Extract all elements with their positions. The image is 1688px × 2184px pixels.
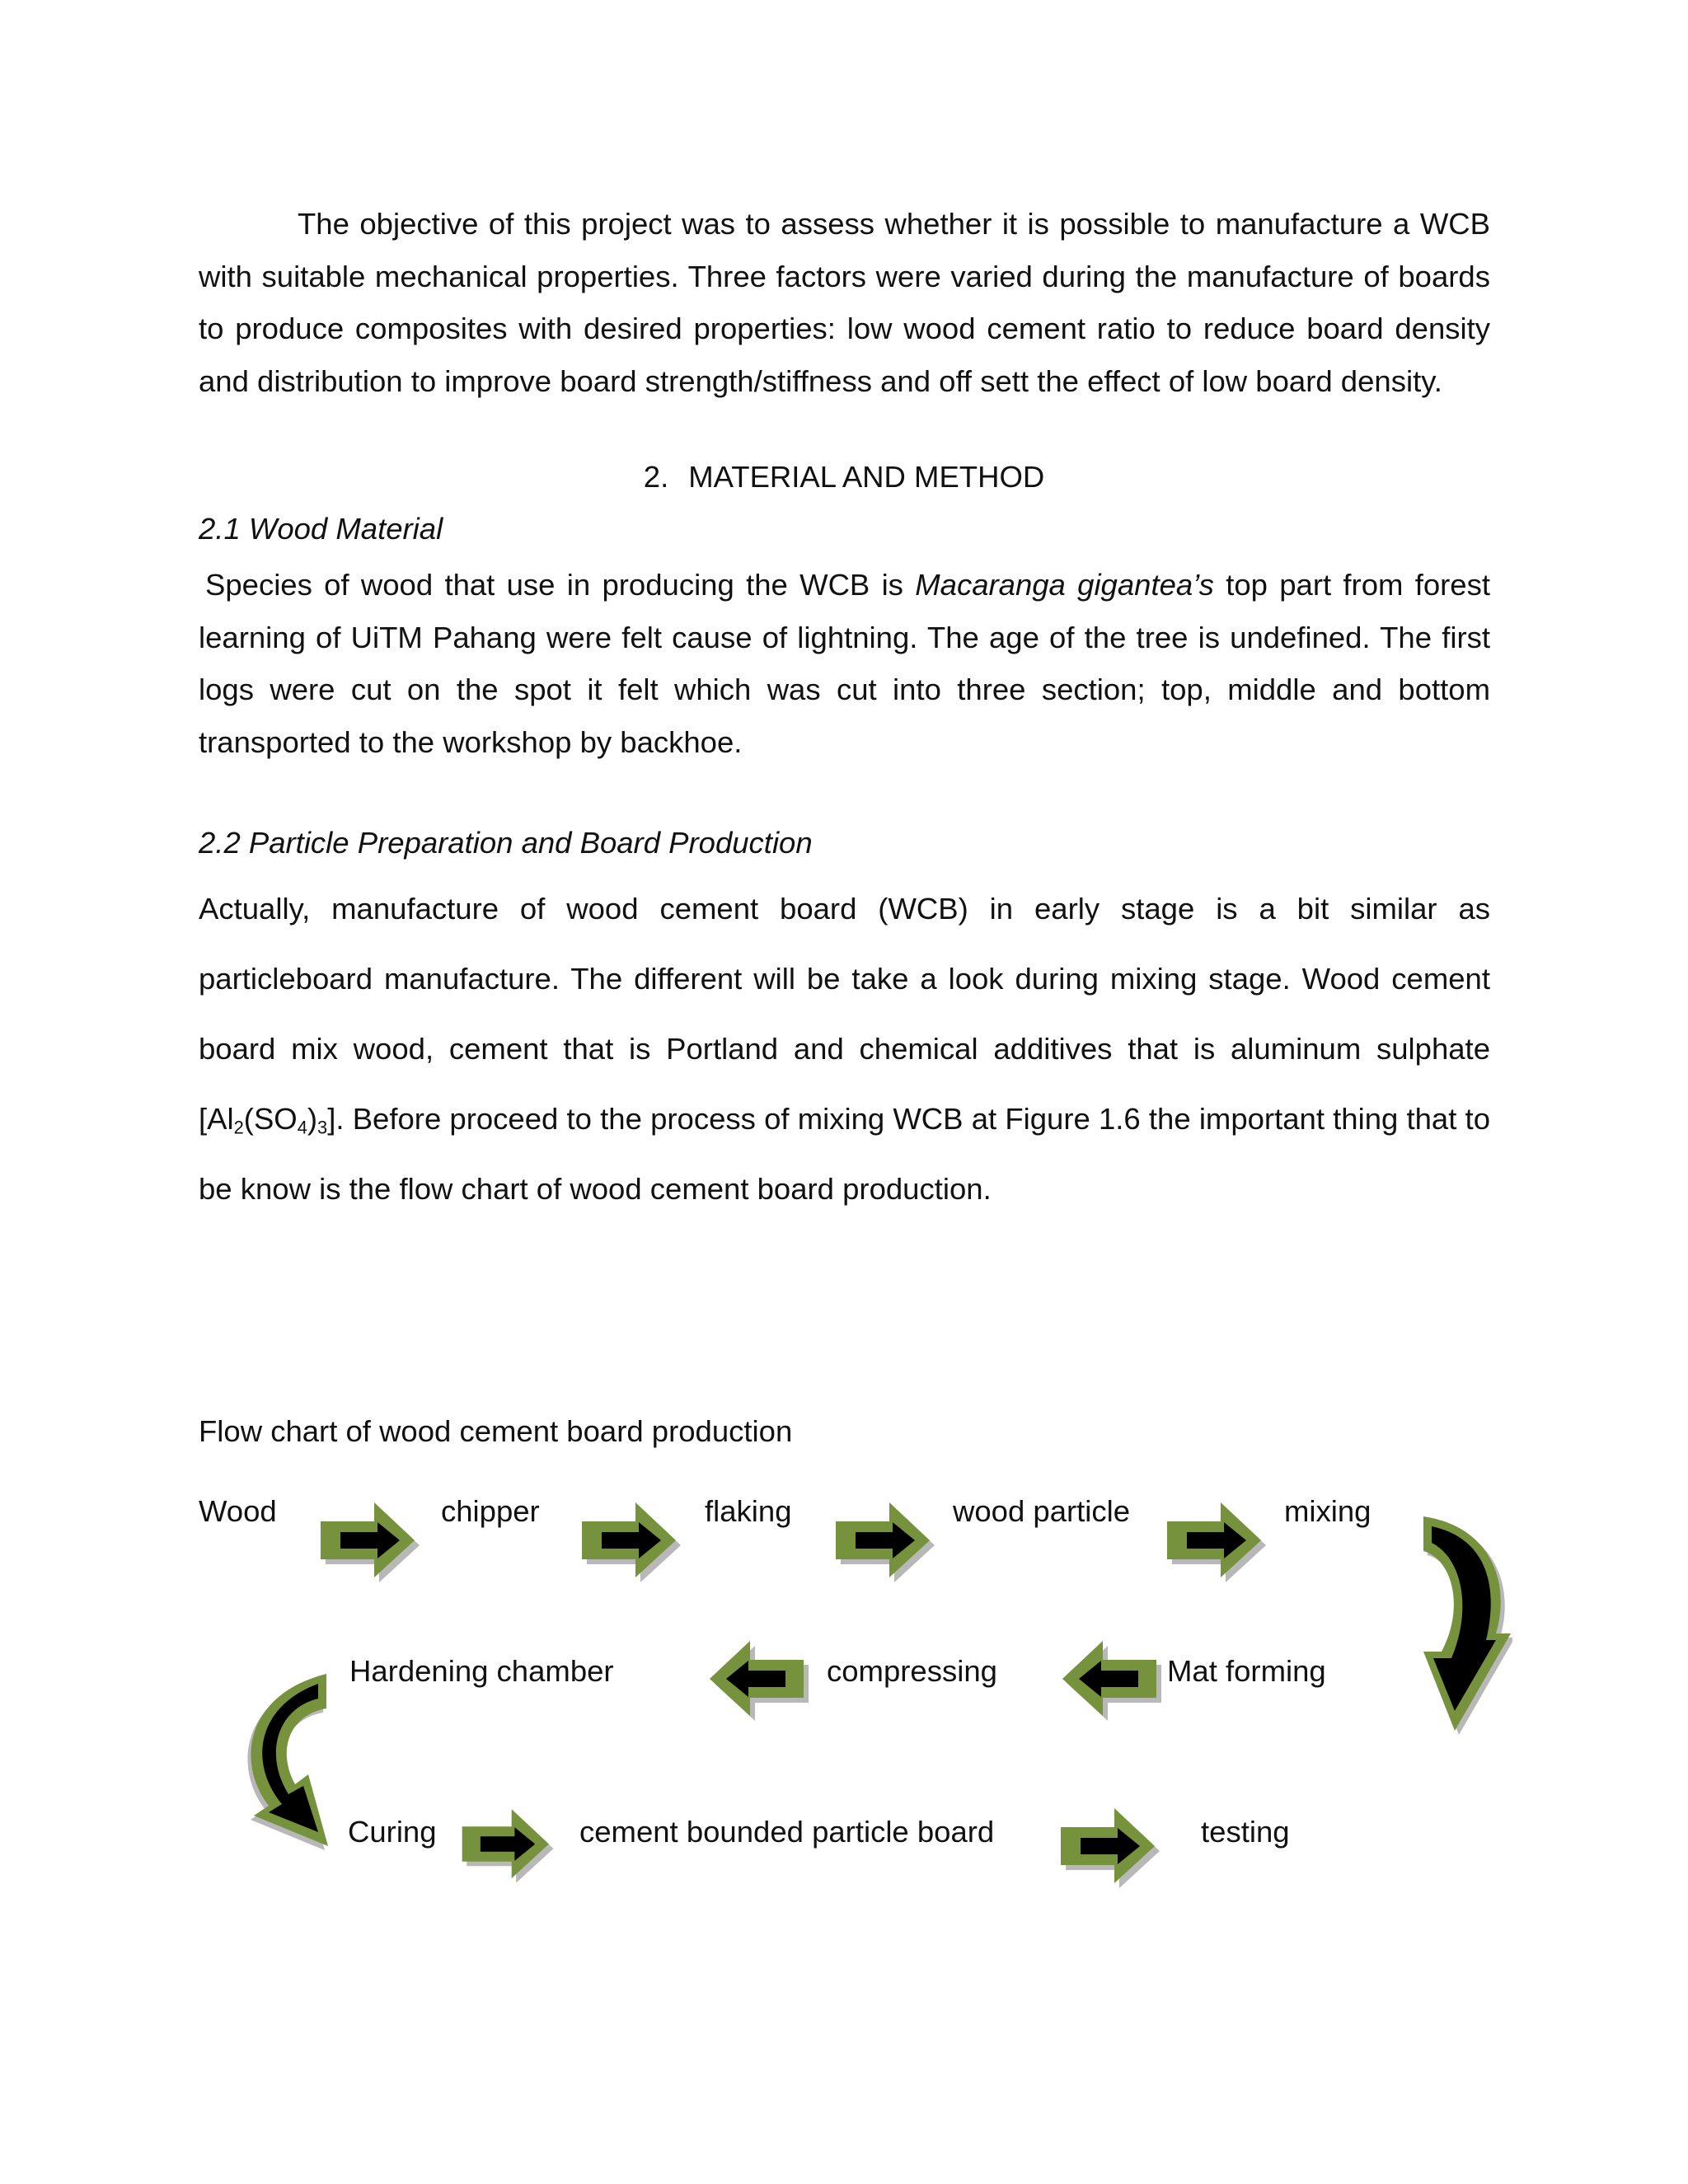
wood-material-text-after: top part from forest learning of UiTM Pahang were felt cause of lightning. The age of the tree is undefined. The first logs were cut on the spot it felt which was cut into three section; top, middle and bottom transported to the workshop by backhoe. — [199, 568, 1490, 759]
subscript: 3 — [317, 1117, 328, 1138]
step-chipper: chipper — [441, 1494, 540, 1528]
curved-down-arrow-icon — [1414, 1510, 1512, 1736]
step-hardening-chamber: Hardening chamber — [349, 1654, 614, 1688]
particle-prep-paragraph — [199, 874, 1490, 1224]
subscript: 4 — [297, 1117, 307, 1138]
wood-material-text-before: Species of wood that use in producing the WCB is — [205, 568, 916, 602]
wood-material-paragraph — [199, 559, 1490, 768]
step-compressing: compressing — [827, 1654, 997, 1688]
step-wood: Wood — [199, 1494, 277, 1528]
step-mixing: mixing — [1284, 1494, 1372, 1528]
right-arrow-icon — [832, 1497, 940, 1584]
right-arrow-icon — [459, 1803, 558, 1886]
step-testing: testing — [1201, 1815, 1290, 1849]
step-curing: Curing — [348, 1815, 437, 1849]
right-arrow-icon — [1057, 1803, 1165, 1890]
step-wood-particle: wood particle — [953, 1494, 1131, 1528]
particle-prep-text-1: Actually, manufacture of wood cement board (WCB) in early stage is a bit similar as particleboard manufacture. The different will be take a look during mixing stage. Wood cement board mix wood, cement that is Portland and chemical additives that is aluminum sulphate [Al — [199, 892, 1490, 1136]
particle-prep-text-3: ) — [307, 1102, 318, 1136]
particle-prep-text-4: ]. Before proceed to the process of mixing WCB at Figure 1.6 the important thing that to be know is the flow chart of wood cement board production. — [199, 1102, 1490, 1206]
wood-material-heading: 2.1 Wood Material — [199, 512, 443, 546]
section-title: MATERIAL AND METHOD — [688, 460, 1045, 494]
section-number: 2. — [643, 460, 669, 494]
curved-down-arrow-icon — [237, 1669, 336, 1854]
left-arrow-icon — [705, 1636, 812, 1722]
left-arrow-icon — [1057, 1636, 1165, 1722]
flowchart-title: Flow chart of wood cement board production — [199, 1414, 793, 1448]
step-cement-board: cement bounded particle board — [579, 1815, 995, 1849]
intro-paragraph: The objective of this project was to assess whether it is possible to manufacture a WCB with suitable mechanical properties. Three factors were varied during the manufacture of boards to produce composites with desired properties: low wood cement ratio to reduce board density and distribution to improve board strength/stiffness and off sett the effect of low board density. — [199, 207, 1490, 398]
step-flaking: flaking — [705, 1494, 792, 1528]
particle-prep-text-2: (SO — [243, 1102, 298, 1136]
step-mat-forming: Mat forming — [1167, 1654, 1326, 1688]
right-arrow-icon — [317, 1497, 424, 1584]
right-arrow-icon — [579, 1497, 686, 1584]
particle-prep-heading: 2.2 Particle Preparation and Board Production — [199, 826, 813, 860]
species-name: Macaranga gigantea’s — [915, 568, 1214, 602]
right-arrow-icon — [1164, 1497, 1271, 1584]
section-heading — [0, 460, 1688, 494]
subscript: 2 — [233, 1117, 244, 1138]
